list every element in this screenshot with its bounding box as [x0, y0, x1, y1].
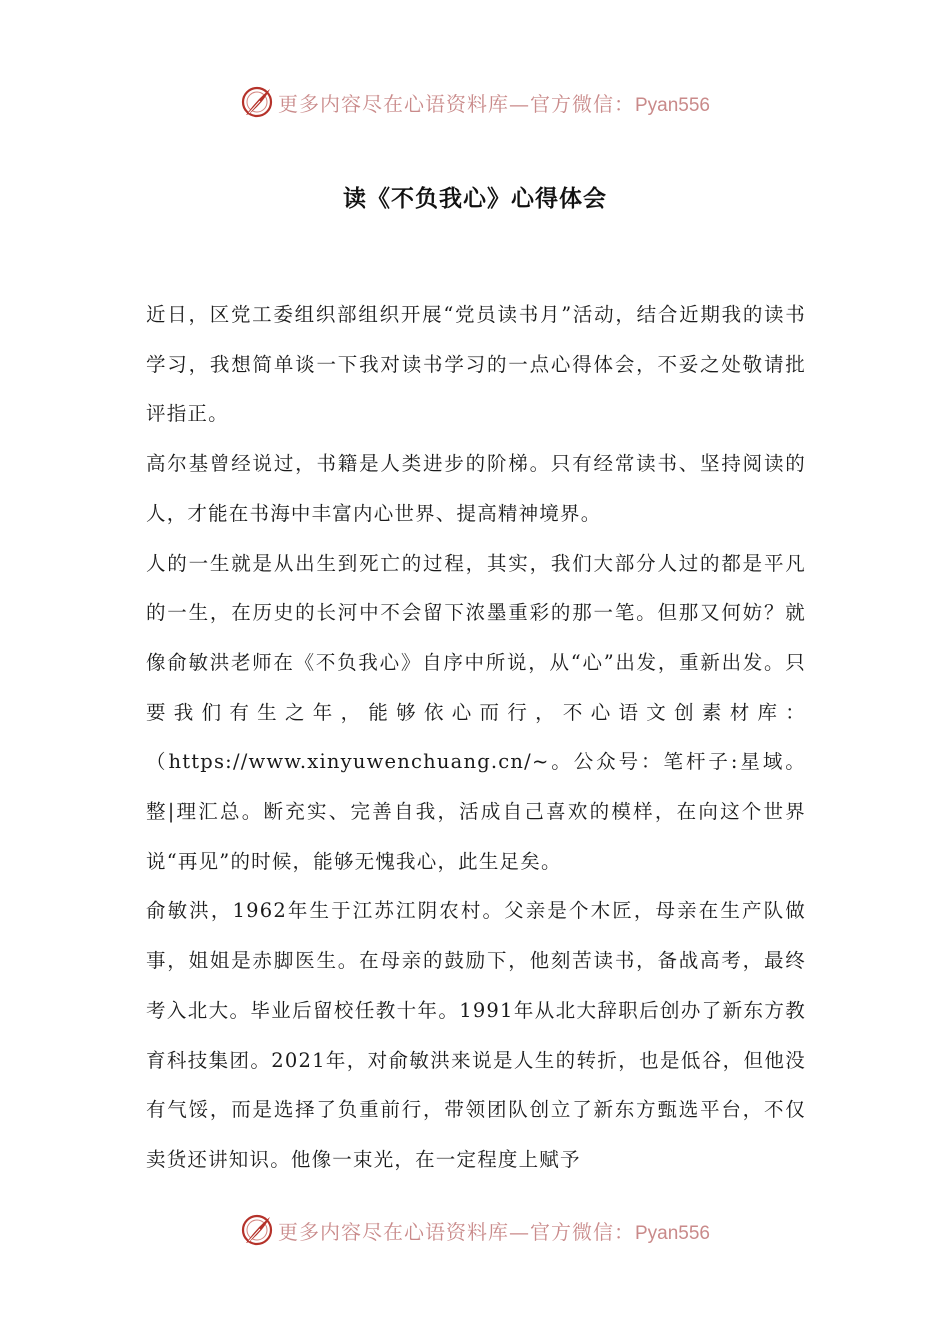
header-banner-label: 更多内容尽在心语资料库—官方微信：: [277, 91, 635, 116]
header-banner-text: [278, 88, 710, 117]
document-body: [146, 290, 806, 1185]
paragraph-4: 俞敏洪，1962年生于江苏江阴农村。父亲是个木匠，母亲在生产队做事，姐姐是赤脚医生。在母亲的鼓励下，他刻苦读书，备战高考，最终考入北大。毕业后留校任教十年。1991年从北大辞职后创办了新东方教育科技集团。2021年，对俞敏洪来说是人生的转折，也是低谷，但他没有气馁，而是选择了负重前行，带领团队创立了新东方甄选平台，不仅卖货还讲知识。他像一束光，在一定程度上赋予: [146, 899, 806, 1171]
paragraph-2: 高尔基曾经说过，书籍是人类进步的阶梯。只有经常读书、坚持阅读的人，才能在书海中丰富内心世界、提高精神境界。: [146, 452, 806, 525]
footer-watermark-banner: [0, 1210, 950, 1250]
paragraph-3: 人的一生就是从出生到死亡的过程，其实，我们大部分人过的都是平凡的一生，在历史的长河中不会留下浓墨重彩的那一笔。但那又何妨？就像俞敏洪老师在《不负我心》自序中所说，从“心”出发，重新出发。只要我们有生之年，能够依心而行，不心语文创素材库：（https://www.xinyuwenchuang.cn/~。公众号：笔杆子:星域。整|理汇总。断充实、完善自我，活成自己喜欢的模样，在向这个世界说“再见”的时候，能够无愧我心，此生足矣。: [146, 551, 806, 873]
quill-logo-icon: [240, 85, 274, 119]
header-watermark-banner: [0, 82, 950, 122]
paragraph-1: 近日，区党工委组织部组织开展“党员读书月”活动，结合近期我的读书学习，我想简单谈一下我对读书学习的一点心得体会，不妥之处敬请批评指正。: [146, 303, 806, 426]
document-title: 读《不负我心》心得体会: [343, 185, 607, 212]
footer-banner-text: [278, 1216, 710, 1245]
header-wechat-id: Pyan556: [634, 94, 710, 116]
footer-banner-label: 更多内容尽在心语资料库—官方微信：: [277, 1219, 635, 1244]
quill-logo-icon: [240, 1213, 274, 1247]
footer-wechat-id: Pyan556: [634, 1222, 710, 1244]
